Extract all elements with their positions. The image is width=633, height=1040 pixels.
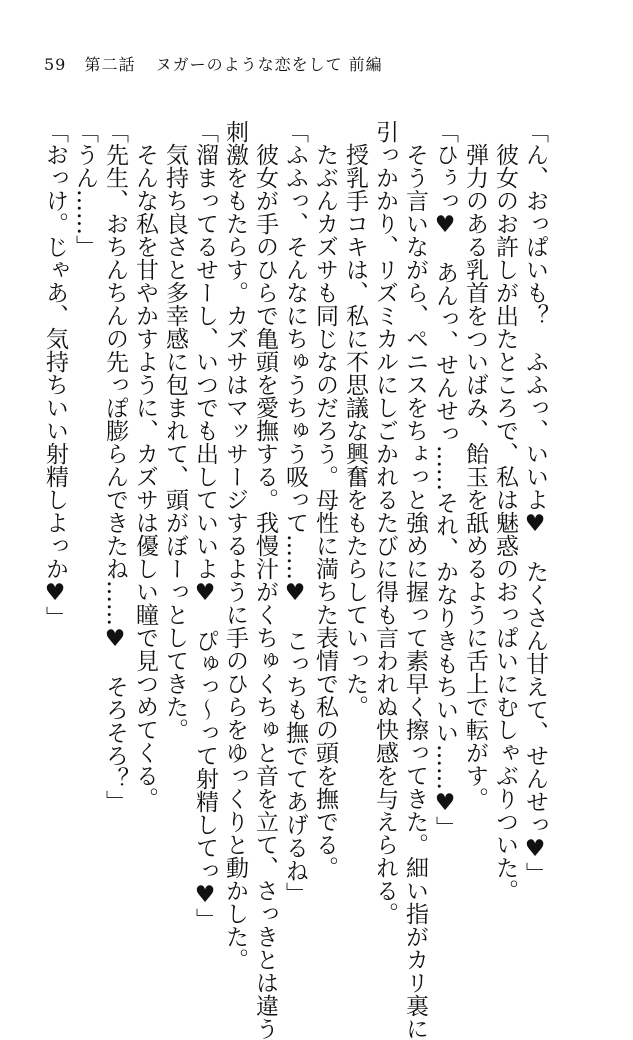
text-line: 彼女が手のひらで亀頭を愛撫する。我慢汁がくちゅくちゅと音を立て、さっきとは違う (252, 143, 278, 1040)
text-line: 「ひぅっ♥ あんっ、せんせっ……それ、かなりきもちいい……♥」 (432, 120, 458, 839)
text-line: 彼女のお許しが出たところで、私は魅惑のおっぱいにむしゃぶりついた。 (492, 143, 518, 902)
text-line: 気持ち良さと多幸感に包まれて、頭がぼーっとしてきた。 (162, 143, 188, 741)
chapter-label: 第二話 (84, 55, 136, 74)
text-line: 刺激をもたらす。カズサはマッサージするように手のひらをゆっくりと動かした。 (222, 120, 248, 971)
vertical-body-text (42, 120, 550, 1040)
text-line: そう言いながら、ペニスをちょっと強めに握って素早く擦ってきた。細い指がカリ裏に (402, 143, 428, 1040)
text-line: 「先生、おちんちんの先っぽ膨らんできたね……♥ そろそろ？」 (102, 120, 128, 813)
text-line: 「ん、おっぱいも？ ふふっ、いいよ♥ たくさん甘えて、せんせっ♥」 (522, 120, 548, 885)
text-line: 「おっけ。じゃあ、気持ちいい射精しよっか♥」 (42, 120, 68, 629)
part-label: 前編 (348, 55, 383, 74)
text-line: 弾力のある乳首をついばみ、飴玉を舐めるように舌上で転がす。 (462, 143, 488, 810)
text-line: 「溜まってるせーし、いつでも出していいよ♥ ぴゅっ～って射精してっ♥」 (192, 120, 218, 931)
text-line: そんな私を甘やかすように、カズサは優しい瞳で見つめてくる。 (132, 143, 158, 810)
text-line: たぶんカズサも同じなのだろう。母性に満ちた表情で私の頭を撫でる。 (312, 143, 338, 879)
text-line: 「うん……」 (72, 120, 98, 258)
page-number: 59 (44, 55, 67, 74)
running-header (44, 52, 383, 75)
story-title: ヌガーのような恋をして (155, 55, 343, 74)
text-line: 「ふふっ、そんなにちゅうちゅう吸って……♥ こっちも撫でてあげるね」 (282, 120, 308, 905)
text-line: 引っかかり、リズミカルにしごかれるたびに得も言われぬ快感を与えられる。 (372, 120, 398, 925)
text-line: 授乳手コキは、私に不思議な興奮をもたらしていった。 (342, 143, 368, 718)
